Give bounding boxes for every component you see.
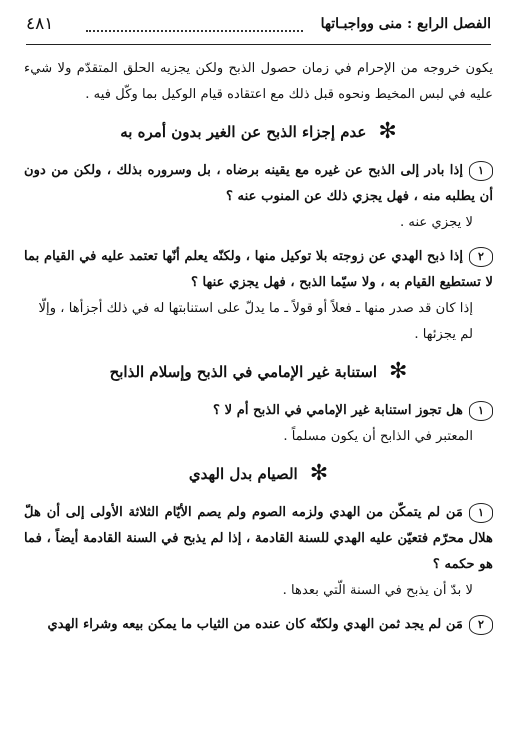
flower-ornament-icon: ✻	[378, 119, 397, 144]
section-title: عدم إجزاء الذبح عن الغير بدون أمره به	[120, 123, 367, 141]
question-number-badge: ١	[469, 503, 493, 523]
question-text	[24, 158, 493, 210]
question-number-badge: ١	[469, 161, 493, 181]
flower-ornament-icon: ✻	[389, 359, 408, 384]
question-number-badge: ٢	[469, 247, 493, 267]
page-content	[24, 56, 493, 638]
section-heading	[24, 461, 493, 486]
question-body: مَن لم يتمكّن من الهدي ولزمه الصوم ولم يصم الأيّام الثلاثة الأولى إلى أن هلّ هلال محرّم فتعيّن عليه الهدي للسنة القادمة ، إذا لم يذبح في السنة القادمة أيضاً ، فما هو حكمه ؟	[24, 505, 493, 572]
section-heading	[24, 359, 493, 384]
section-heading	[24, 119, 493, 144]
chapter-title: الفصل الرابع : منى وواجبـاتها	[320, 16, 491, 32]
question-text	[24, 244, 493, 296]
header-dot-leader	[86, 30, 303, 32]
section-title: استنابة غير الإمامي في الذبح وإسلام الذابح	[109, 363, 377, 381]
question-item	[24, 244, 493, 348]
question-body: إذا ذبح الهدي عن زوجته بلا توكيل منها ، ولكنّه يعلم أنّها تعتمد عليه في القيام بما لا تستطيع القيام به ، ولا سيّما الذبح ، فهل يجزي عنها ؟	[24, 249, 493, 290]
header-rule	[26, 44, 491, 45]
question-item	[24, 158, 493, 236]
question-body: إذا بادر إلى الذبح عن غيره مع يقينه برضاه ، بل وسروره بذلك ، ولكن من دون أن يطلبه منه ، فهل يجزي ذلك عن المنوب عنه ؟	[24, 163, 493, 204]
page-number: ٤٨١	[26, 14, 54, 34]
question-number-badge: ١	[469, 401, 493, 421]
question-text	[24, 500, 493, 578]
question-body: مَن لم يجد ثمن الهدي ولكنّه كان عنده من الثياب ما يمكن بيعه وشراء الهدي	[47, 617, 463, 632]
question-text	[24, 612, 493, 638]
section-title: الصيام بدل الهدي	[188, 465, 298, 483]
question-number-badge: ٢	[469, 615, 493, 635]
flower-ornament-icon: ✻	[309, 461, 329, 486]
question-item	[24, 398, 493, 450]
answer-text: المعتبر في الذابح أن يكون مسلماً .	[283, 429, 473, 444]
answer-text: لا يجزي عنه .	[400, 215, 473, 230]
question-item	[24, 612, 493, 638]
running-header	[26, 16, 491, 40]
question-text	[24, 398, 493, 424]
question-item	[24, 500, 493, 604]
answer-text: إذا كان قد صدر منها ـ فعلاً أو قولاً ـ ما يدلّ على استنابتها له في ذلك أجزأها ، وإلّا لم يجزئها .	[38, 301, 473, 342]
answer-text: لا بدّ أن يذبح في السنة الّتي بعدها .	[282, 583, 473, 598]
intro-paragraph: يكون خروجه من الإحرام في زمان حصول الذبح ولكن يجزيه الحلق المتقدّم ولا شيء عليه في لبس المخيط ونحوه قبل ذلك مع اعتقاده قيام الوكيل بما وكّل فيه .	[24, 61, 493, 102]
question-body: هل تجوز استنابة غير الإمامي في الذبح أم لا ؟	[213, 403, 463, 418]
